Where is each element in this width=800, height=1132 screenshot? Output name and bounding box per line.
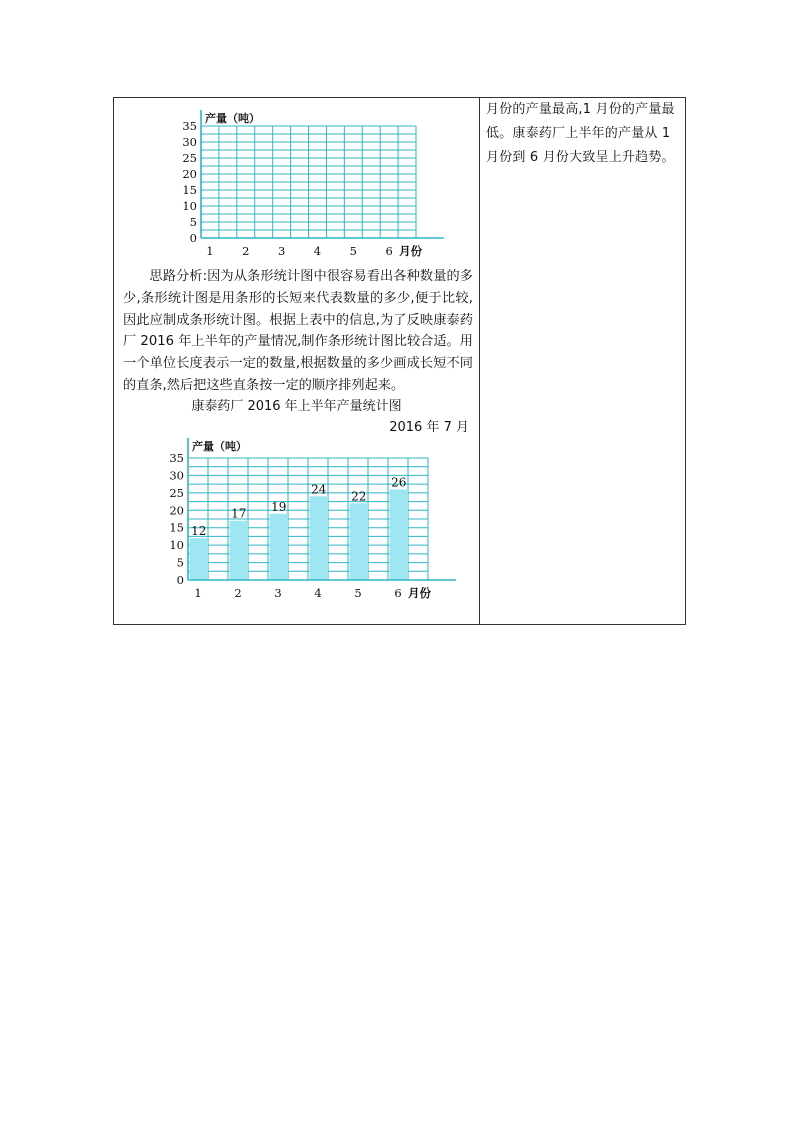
y-tick-label: 25 [182, 151, 197, 165]
y-tick-label: 5 [189, 215, 197, 229]
x-tick-label: 2 [242, 244, 250, 258]
y-tick-label: 10 [169, 538, 184, 553]
column-divider [479, 98, 480, 624]
x-tick-label: 6 [385, 244, 393, 258]
y-tick-label: 30 [182, 135, 197, 149]
data-label: 22 [351, 489, 367, 504]
bar [350, 503, 368, 580]
blank-bar-chart [176, 106, 466, 256]
bar [310, 496, 328, 580]
chart-date: 2016 年 7 月 [389, 420, 469, 435]
x-tick-label: 3 [274, 586, 282, 600]
document-table [113, 97, 686, 625]
y-axis-title: 产量（吨） [205, 112, 260, 125]
x-tick-label: 3 [277, 244, 286, 258]
x-axis-title: 月份 [399, 244, 423, 258]
x-tick-label: 4 [314, 586, 322, 600]
analysis-paragraph: 思路分析:因为从条形统计图中很容易看出各种数量的多少,条形统计图是用条形的长短来代表数量的多少,便于比较,因此应制成条形统计图。根据上表中的信息,为了反映康泰药厂 2016 年上半年的产量情况,制作条形统计图比较合适。用一个单位长度表示一定的数量,根据数量的多少画成长短不同的直条,然后把这些直条按一定的顺序排列起来。 [123, 269, 473, 393]
data-label: 19 [271, 499, 287, 514]
y-tick-label: 25 [169, 485, 184, 500]
y-axis-title: 产量（吨） [192, 440, 247, 453]
data-label: 12 [191, 524, 207, 539]
x-tick-label: 4 [313, 244, 322, 258]
chart-svg [176, 106, 466, 256]
production-bar-chart [166, 436, 466, 602]
conclusion-text: 月份的产量最高,1 月份的产量最低。康泰药厂上半年的产量从 1 月份到 6 月份大致呈上升趋势。 [486, 102, 675, 165]
chart-svg [166, 436, 466, 602]
y-tick-label: 30 [169, 468, 184, 483]
y-tick-label: 0 [189, 231, 197, 245]
x-tick-label: 2 [234, 586, 242, 600]
bar [390, 489, 408, 580]
y-tick-label: 35 [169, 451, 184, 465]
data-label: 26 [391, 475, 407, 490]
x-tick-label: 6 [394, 586, 402, 600]
x-tick-label: 1 [206, 244, 214, 258]
data-label: 17 [231, 506, 247, 521]
chart-caption: 康泰药厂 2016 年上半年产量统计图 [191, 399, 402, 414]
bar [230, 521, 248, 580]
data-label: 24 [311, 482, 327, 497]
x-tick-label: 5 [349, 244, 357, 258]
y-tick-label: 15 [169, 520, 184, 535]
bar [270, 514, 288, 580]
y-tick-label: 5 [176, 555, 184, 570]
bar [190, 538, 208, 580]
y-tick-label: 15 [182, 183, 197, 197]
y-tick-label: 0 [176, 573, 184, 587]
y-tick-label: 20 [169, 503, 184, 518]
y-tick-label: 10 [182, 199, 197, 213]
y-tick-label: 20 [182, 167, 197, 181]
y-tick-label: 35 [182, 119, 197, 133]
x-tick-label: 1 [194, 586, 202, 600]
x-axis-title: 月份 [408, 586, 431, 600]
x-tick-label: 5 [354, 586, 362, 600]
